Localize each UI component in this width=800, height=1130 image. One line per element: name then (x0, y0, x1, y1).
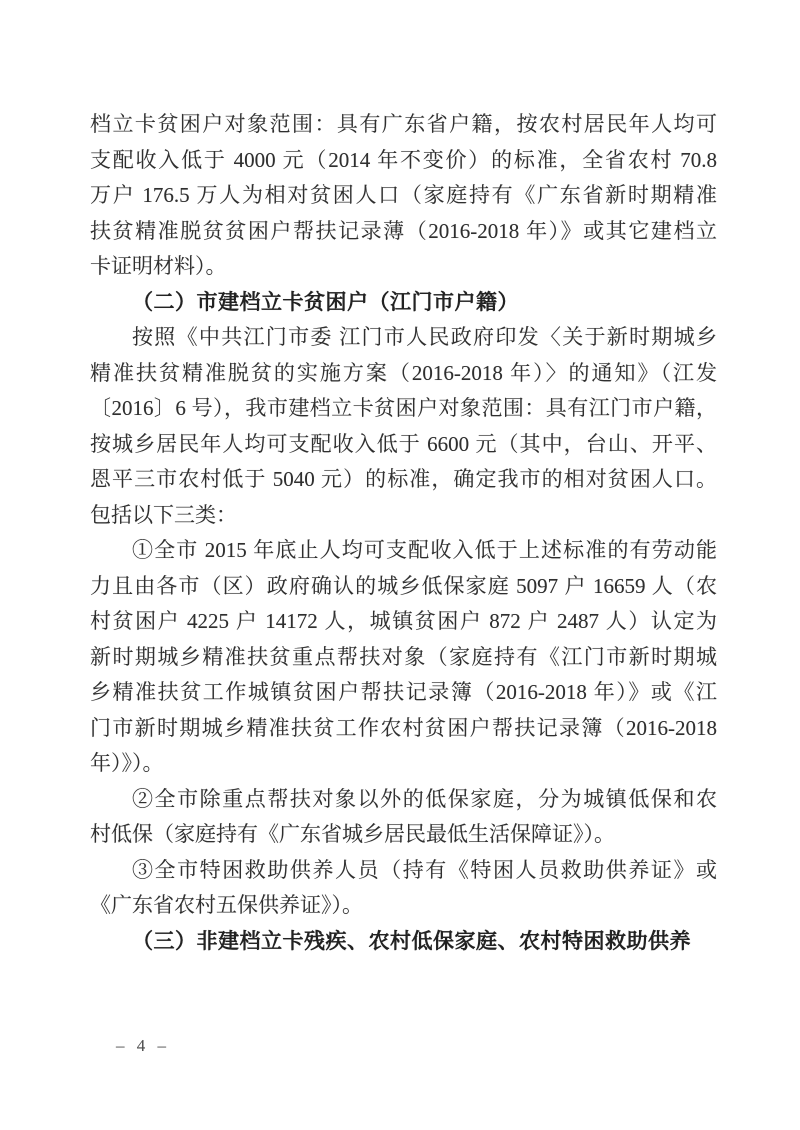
paragraph-line: 《广东省农村五保供养证》）。 (90, 893, 363, 917)
paragraph-line: 新时期城乡精准扶贫重点帮扶对象（家庭持有《江门市新时期城 (90, 644, 717, 669)
paragraph-line: 〔2016〕6 号），我市建档立卡贫困户对象范围：具有江门市户籍， (90, 396, 717, 420)
section-heading: （二）市建档立卡贫困户（江门市户籍） (132, 290, 519, 314)
paragraph-line: 包括以下三类： (90, 502, 237, 527)
paragraph-line: 按城乡居民年人均可支配收入低于 6600 元（其中，台山、开平、 (90, 431, 717, 456)
paragraph-line: 精准扶贫精准脱贫的实施方案（2016-2018 年）〉的通知》（江发 (90, 360, 717, 385)
paragraph-line: 扶贫精准脱贫贫困户帮扶记录薄（2016-2018 年）》或其它建档立 (90, 218, 717, 243)
page-number: – 4 – (116, 1036, 170, 1055)
paragraph-line: 力且由各市（区）政府确认的城乡低保家庭 5097 户 16659 人（农 (90, 573, 717, 598)
paragraph-line: ③全市特困救助供养人员（持有《特困人员救助供养证》或 (132, 857, 717, 882)
paragraph-line: ①全市 2015 年底止人均可支配收入低于上述标准的有劳动能 (132, 538, 717, 562)
paragraph-line: 村贫困户 4225 户 14172 人，城镇贫困户 872 户 2487 人）认定为 (90, 609, 717, 633)
paragraph-line: 年）》）。 (90, 751, 164, 775)
paragraph-line: 按照《中共江门市委 江门市人民政府印发〈关于新时期城乡 (132, 325, 717, 349)
paragraph-line: ②全市除重点帮扶对象以外的低保家庭，分为城镇低保和农 (132, 786, 717, 811)
paragraph-line: 门市新时期城乡精准扶贫工作农村贫困户帮扶记录簿（2016-2018 (90, 715, 717, 740)
paragraph-line: 恩平三市农村低于 5040 元）的标准，确定我市的相对贫困人口。 (90, 467, 717, 491)
paragraph-line: 卡证明材料）。 (90, 254, 227, 278)
paragraph-line: 乡精准扶贫工作城镇贫困户帮扶记录簿（2016-2018 年）》或《江 (90, 680, 717, 704)
document-body (90, 107, 717, 959)
paragraph-line: 万户 176.5 万人为相对贫困人口（家庭持有《广东省新时期精准 (90, 183, 717, 207)
paragraph-line: 村低保（家庭持有《广东省城乡居民最低生活保障证》）。 (90, 822, 615, 846)
paragraph-line: 档立卡贫困户对象范围：具有广东省户籍，按农村居民年人均可 (90, 112, 717, 136)
paragraph-line: 支配收入低于 4000 元（2014 年不变价）的标准，全省农村 70.8 (90, 147, 717, 172)
section-heading: （三）非建档立卡残疾、农村低保家庭、农村特困救助供养 (132, 929, 691, 953)
